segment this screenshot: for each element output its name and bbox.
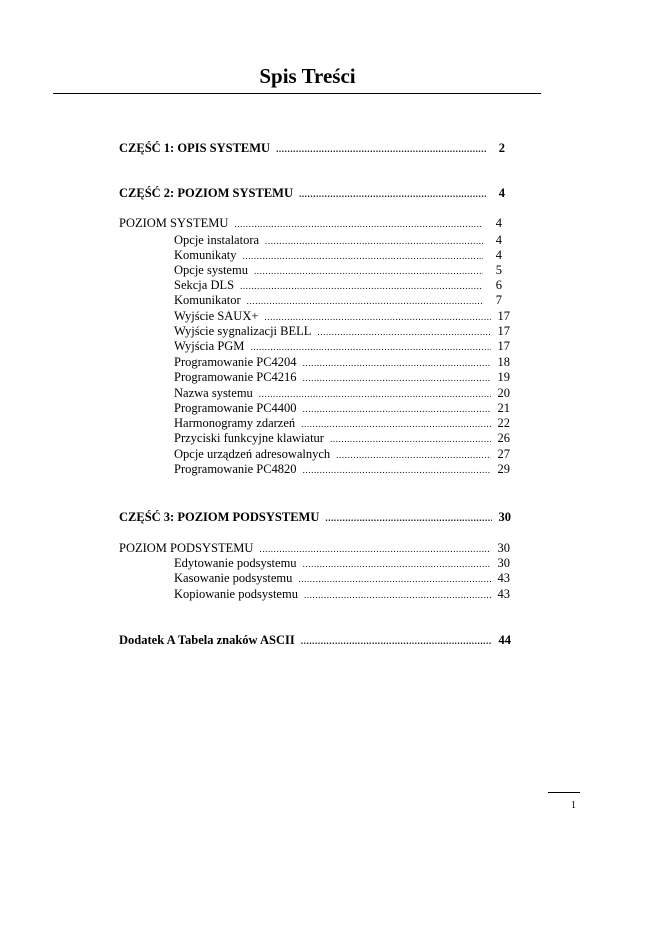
toc-entry-page: 6 [495, 278, 502, 292]
toc-entry-page: 4 [495, 233, 502, 247]
toc-leader-dots [276, 142, 486, 157]
toc-entry-title: POZIOM PODSYSTEMU [119, 541, 254, 555]
toc-entry-title: POZIOM SYSTEMU [119, 216, 229, 230]
toc-entry-page: 22 [497, 416, 510, 430]
toc-entry-page: 18 [497, 355, 510, 369]
toc-entry-title: CZĘŚĆ 3: POZIOM PODSYSTEMU [119, 510, 320, 524]
toc-entry-page: 30 [497, 556, 510, 570]
toc-entry-page: 29 [497, 462, 510, 476]
footer-rule [548, 792, 580, 793]
toc-entry-title: Komunikator [174, 293, 241, 307]
toc-leader-dots [265, 234, 483, 249]
toc-entry-title: Komunikaty [174, 248, 237, 262]
toc-entry[interactable] [174, 324, 510, 340]
toc-entry[interactable] [174, 263, 502, 279]
toc-entry-page: 17 [497, 309, 510, 323]
toc-leader-dots [250, 340, 491, 355]
toc-entry-page: 7 [495, 293, 502, 307]
toc-entry[interactable] [174, 248, 502, 264]
toc-entry-title: Opcje systemu [174, 263, 248, 277]
toc-entry-page: 27 [497, 447, 510, 461]
toc-entry-page: 2 [498, 141, 505, 155]
toc-entry-title: Dodatek A Tabela znaków ASCII [119, 633, 295, 647]
toc-entry[interactable] [119, 141, 505, 157]
toc-leader-dots [303, 356, 491, 371]
toc-leader-dots [299, 187, 486, 202]
toc-leader-dots [254, 264, 483, 279]
toc-entry-title: Wyjście sygnalizacji BELL [174, 324, 312, 338]
toc-leader-dots [298, 572, 491, 587]
toc-entry[interactable] [174, 447, 510, 463]
toc-entry[interactable] [119, 510, 511, 526]
toc-entry-title: Edytowanie podsystemu [174, 556, 297, 570]
toc-entry-page: 17 [497, 324, 510, 338]
toc-entry-title: Programowanie PC4400 [174, 401, 297, 415]
toc-entry-page: 5 [495, 263, 502, 277]
toc-entry[interactable] [174, 556, 510, 572]
toc-entry-title: Wyjście SAUX+ [174, 309, 259, 323]
toc-entry-title: Kopiowanie podsystemu [174, 587, 298, 601]
toc-entry[interactable] [174, 431, 510, 447]
toc-entry[interactable] [119, 186, 505, 202]
toc-entry-title: Przyciski funkcyjne klawiatur [174, 431, 324, 445]
toc-entry-page: 30 [498, 510, 511, 524]
toc-entry-title: Programowanie PC4204 [174, 355, 297, 369]
toc-leader-dots [317, 325, 491, 340]
toc-entry-page: 4 [495, 216, 502, 230]
toc-entry[interactable] [174, 233, 502, 249]
toc-leader-dots [264, 310, 491, 325]
toc-entry[interactable] [119, 216, 502, 232]
toc-leader-dots [304, 588, 491, 603]
toc-leader-dots [243, 249, 484, 264]
toc-leader-dots [234, 217, 483, 232]
toc-leader-dots [247, 294, 483, 309]
toc-leader-dots [336, 448, 491, 463]
toc-leader-dots [303, 402, 491, 417]
toc-entry[interactable] [119, 633, 511, 649]
toc-entry-title: CZĘŚĆ 2: POZIOM SYSTEMU [119, 186, 293, 200]
toc-leader-dots [330, 432, 491, 447]
toc-entry[interactable] [174, 571, 510, 587]
toc-entry[interactable] [174, 401, 510, 417]
toc-entry-title: Sekcja DLS [174, 278, 235, 292]
toc-entry-title: Nazwa systemu [174, 386, 253, 400]
toc-entry[interactable] [174, 462, 510, 478]
toc-entry-title: Opcje urządzeń adresowalnych [174, 447, 331, 461]
toc-entry-page: 4 [498, 186, 505, 200]
toc-entry-page: 19 [497, 370, 510, 384]
toc-entry-page: 20 [497, 386, 510, 400]
toc-leader-dots [259, 387, 491, 402]
toc-leader-dots [303, 463, 491, 478]
toc-entry[interactable] [174, 278, 502, 294]
toc-entry-page: 30 [497, 541, 510, 555]
page-number: 1 [571, 800, 576, 811]
toc-entry[interactable] [174, 309, 510, 325]
toc-leader-dots [303, 557, 491, 572]
toc-entry[interactable] [174, 370, 510, 386]
toc-entry-page: 21 [497, 401, 510, 415]
toc-entry[interactable] [174, 355, 510, 371]
toc-entry[interactable] [174, 339, 510, 355]
toc-entry-title: Opcje instalatora [174, 233, 260, 247]
toc-leader-dots [259, 542, 491, 557]
page-title: Spis Treści [259, 64, 356, 88]
toc-leader-dots [240, 279, 483, 294]
toc-entry-title: CZĘŚĆ 1: OPIS SYSTEMU [119, 141, 271, 155]
toc-leader-dots [303, 371, 491, 386]
toc-entry-page: 43 [497, 571, 510, 585]
toc-leader-dots [325, 511, 492, 526]
toc-entry-page: 26 [497, 431, 510, 445]
title-rule [53, 93, 541, 94]
toc-leader-dots [301, 417, 491, 432]
toc-entry[interactable] [174, 293, 502, 309]
toc-entry-title: Wyjścia PGM [174, 339, 245, 353]
toc-entry-title: Harmonogramy zdarzeń [174, 416, 296, 430]
toc-entry-page: 43 [497, 587, 510, 601]
toc-entry-page: 17 [497, 339, 510, 353]
toc-entry[interactable] [119, 541, 510, 557]
toc-entry-title: Kasowanie podsystemu [174, 571, 293, 585]
toc-entry[interactable] [174, 587, 510, 603]
toc-entry[interactable] [174, 386, 510, 402]
toc-leader-dots [301, 634, 492, 649]
toc-entry[interactable] [174, 416, 510, 432]
toc-entry-title: Programowanie PC4820 [174, 462, 297, 476]
toc-entry-title: Programowanie PC4216 [174, 370, 297, 384]
toc-entry-page: 4 [495, 248, 502, 262]
toc-entry-page: 44 [498, 633, 511, 647]
